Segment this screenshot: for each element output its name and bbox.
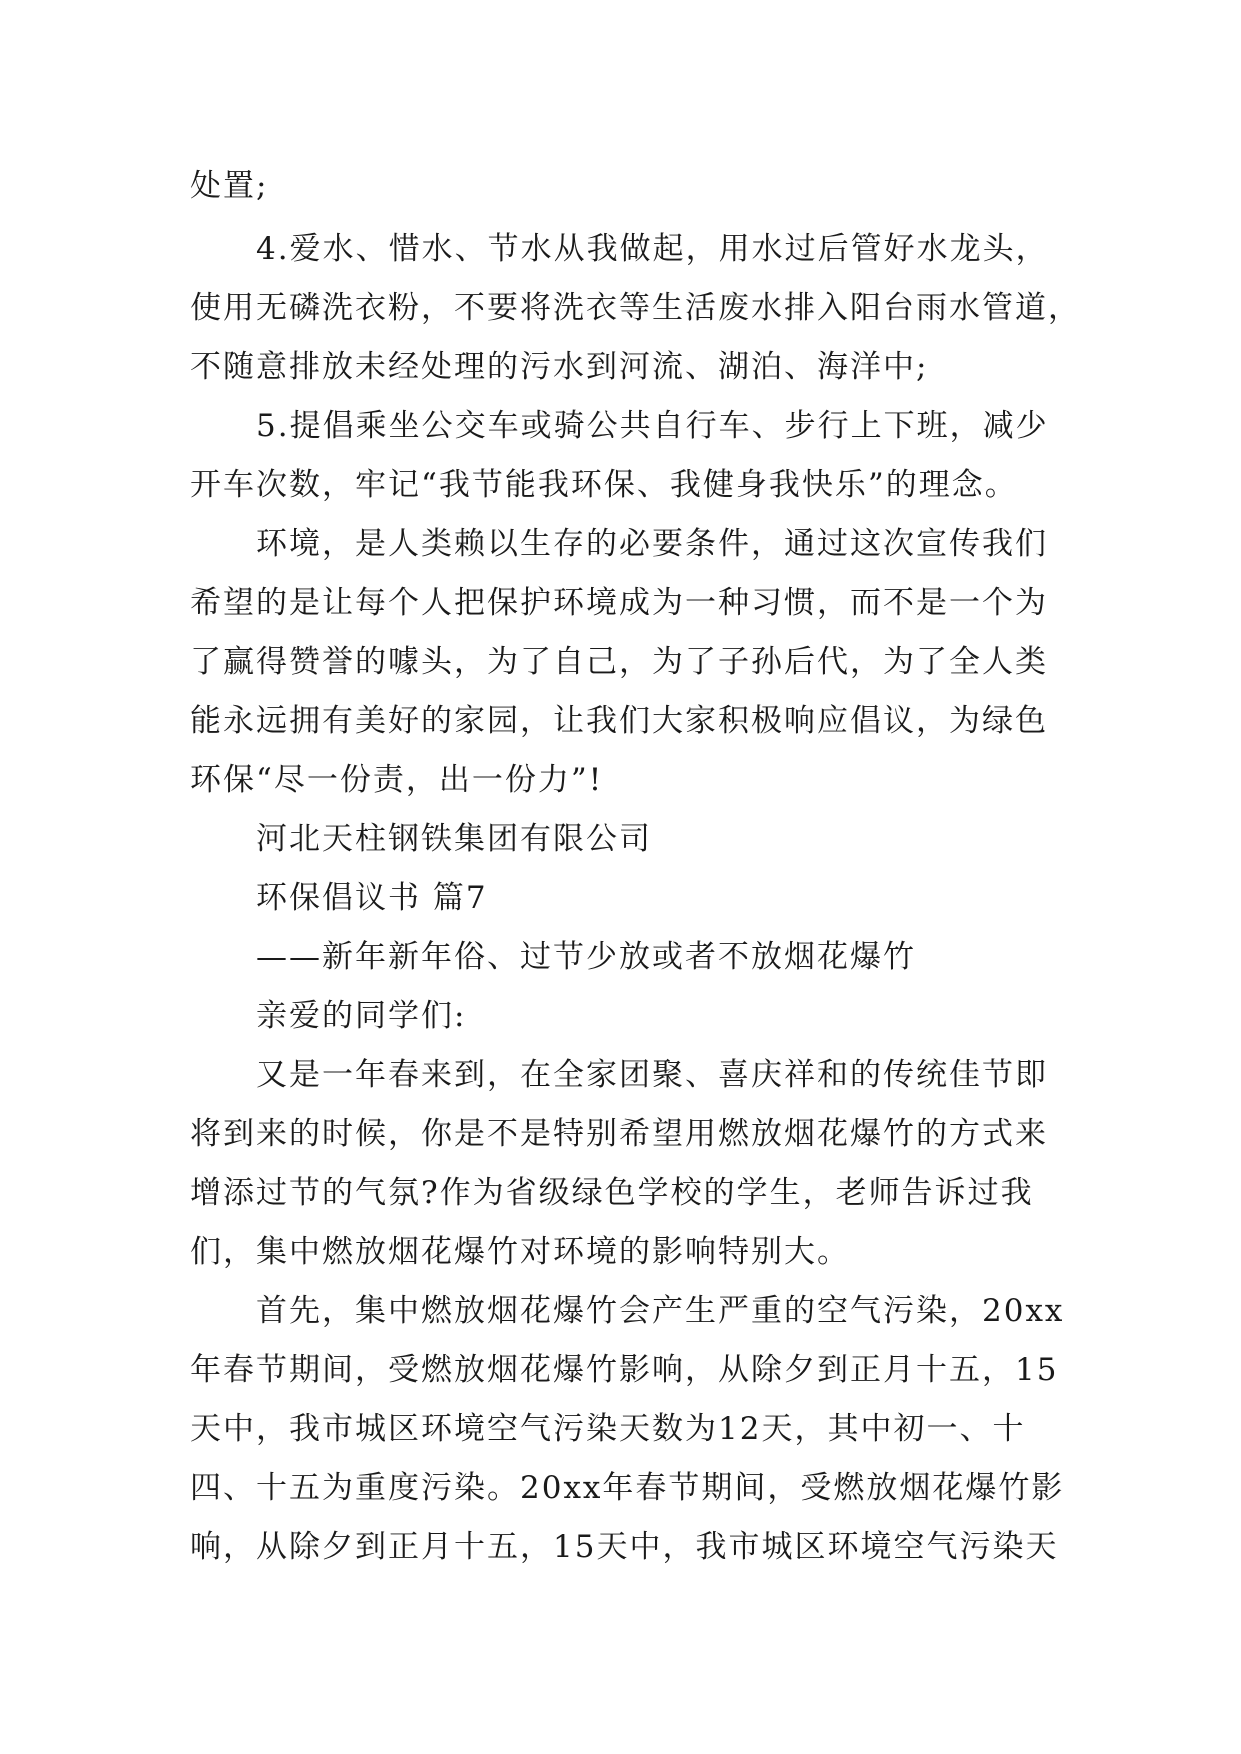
text-line: 首先，集中燃放烟花爆竹会产生严重的空气污染，20xx bbox=[256, 1293, 1065, 1329]
text-line: 将到来的时候，你是不是特别希望用燃放烟花爆竹的方式来 bbox=[190, 1116, 1048, 1152]
text-line: 希望的是让每个人把保护环境成为一种习惯，而不是一个为 bbox=[190, 585, 1048, 621]
section-title: 环保倡议书 篇7 bbox=[256, 880, 488, 916]
text-line: 们，集中燃放烟花爆竹对环境的影响特别大。 bbox=[190, 1234, 850, 1270]
text-line: 天中，我市城区环境空气污染天数为12天，其中初一、十 bbox=[190, 1411, 1026, 1447]
text-line: 5.提倡乘坐公交车或骑公共自行车、步行上下班，减少 bbox=[256, 408, 1049, 444]
text-line: 能永远拥有美好的家园，让我们大家积极响应倡议，为绿色 bbox=[190, 703, 1048, 739]
salutation: 亲爱的同学们: bbox=[256, 998, 467, 1034]
text-line: 开车次数，牢记“我节能我环保、我健身我快乐”的理念。 bbox=[190, 467, 1018, 503]
section-subtitle: ——新年新年俗、过节少放或者不放烟花爆竹 bbox=[256, 939, 916, 975]
text-line: 处置; bbox=[190, 168, 269, 204]
text-line: 环保“尽一份责，出一份力”! bbox=[190, 762, 604, 798]
text-line: 四、十五为重度污染。20xx年春节期间，受燃放烟花爆竹影 bbox=[190, 1470, 1065, 1506]
company-name: 河北天柱钢铁集团有限公司 bbox=[256, 821, 652, 857]
text-line: 环境，是人类赖以生存的必要条件，通过这次宣传我们 bbox=[256, 526, 1048, 562]
text-line: 4.爱水、惜水、节水从我做起，用水过后管好水龙头， bbox=[256, 231, 1049, 267]
text-line: 使用无磷洗衣粉，不要将洗衣等生活废水排入阳台雨水管道， bbox=[190, 290, 1081, 326]
text-line: 不随意排放未经处理的污水到河流、湖泊、海洋中; bbox=[190, 349, 929, 385]
text-line: 响，从除夕到正月十五，15天中，我市城区环境空气污染天 bbox=[190, 1529, 1059, 1565]
text-line: 增添过节的气氛?作为省级绿色学校的学生，老师告诉过我 bbox=[190, 1175, 1034, 1211]
text-line: 又是一年春来到，在全家团聚、喜庆祥和的传统佳节即 bbox=[256, 1057, 1048, 1093]
text-line: 了赢得赞誉的噱头，为了自己，为了子孙后代，为了全人类 bbox=[190, 644, 1048, 680]
text-line: 年春节期间，受燃放烟花爆竹影响，从除夕到正月十五，15 bbox=[190, 1352, 1059, 1388]
